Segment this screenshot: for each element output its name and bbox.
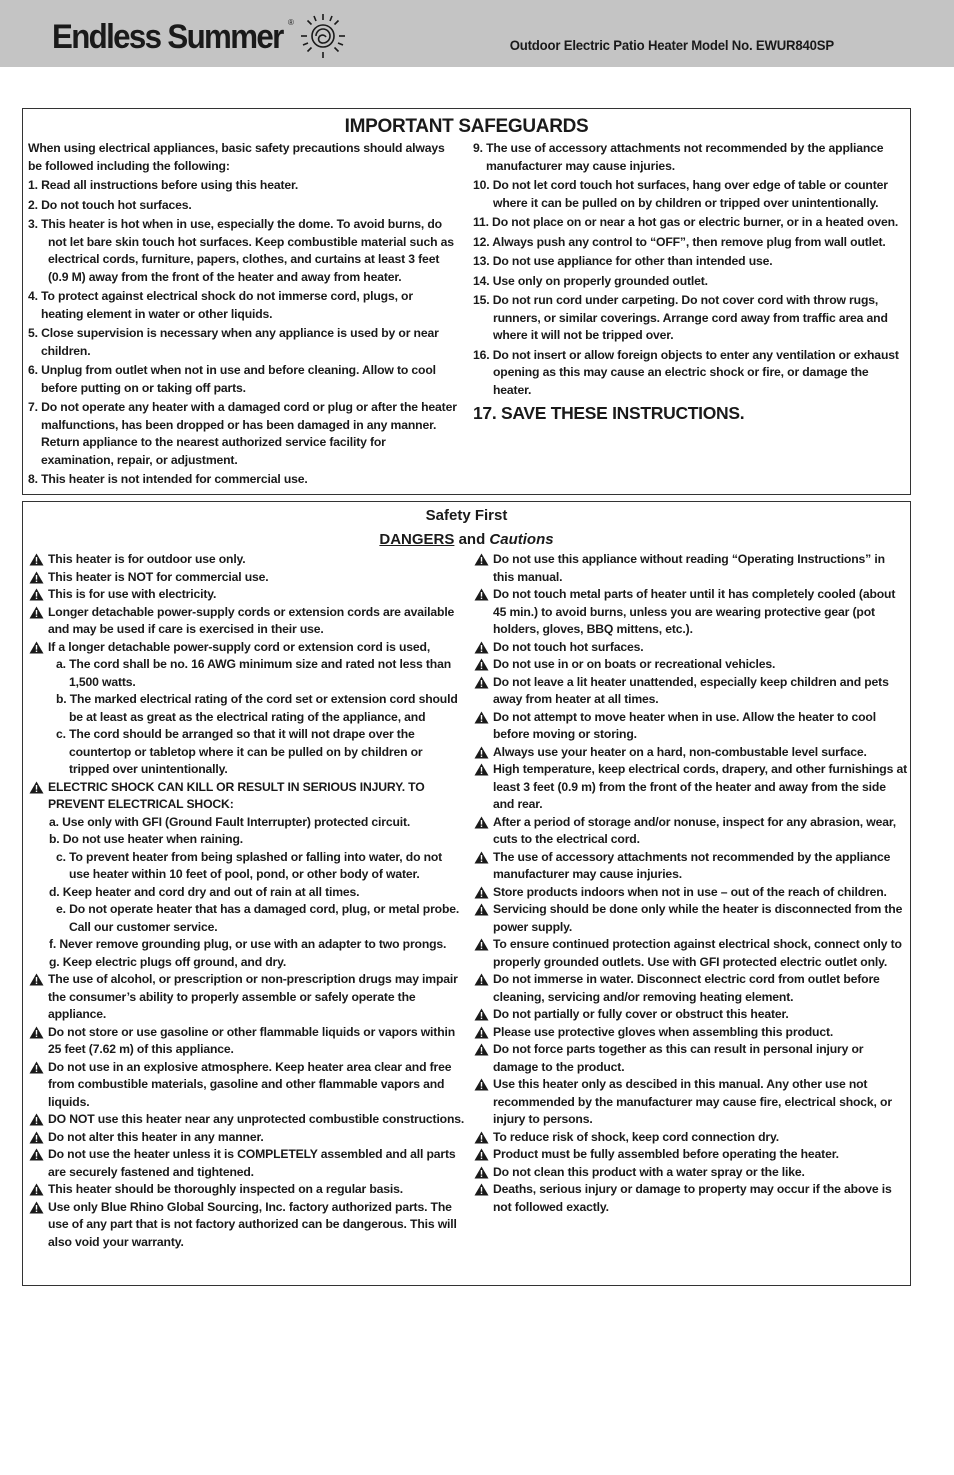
safeguards-right-column <box>473 140 907 425</box>
warning-item: Longer detachable power-supply cords or extension cords are available and may be used if care is exercised in their use. <box>29 604 465 639</box>
warning-icon <box>474 763 489 776</box>
caution-item: Do not use in or on boats or recreational vehicles. <box>474 656 908 674</box>
warning-item: Do not use the heater unless it is COMPLETELY assembled and all parts are securely fastened and tightened. <box>29 1146 465 1181</box>
safeguards-left-column <box>28 140 458 491</box>
and-label: and <box>458 531 486 548</box>
caution-item: Deaths, serious injury or damage to property may occur if the above is not followed exactly. <box>474 1181 908 1216</box>
warning-icon <box>474 973 489 986</box>
warning-icon <box>474 1026 489 1039</box>
dangers-cautions-heading <box>23 531 910 548</box>
safeguard-item: 15. Do not run cord under carpeting. Do not cover cord with throw rugs, runners, or similar coverings. Arrange cord away from traffic area and where it will not be tripped over. <box>473 293 888 342</box>
warning-icon <box>474 746 489 759</box>
warning-item: Do not store or use gasoline or other flammable liquids or vapors within 25 feet (7.62 m) of this appliance. <box>29 1024 465 1059</box>
caution-item: Servicing should be done only while the heater is disconnected from the power supply. <box>474 901 908 936</box>
warning-icon <box>29 1201 44 1214</box>
warning-item: This heater is NOT for commercial use. <box>29 569 465 587</box>
warning-icon <box>29 553 44 566</box>
warning-icon <box>474 938 489 951</box>
safeguard-item: 1. Read all instructions before using this heater. <box>28 178 299 192</box>
safety-left-column <box>29 551 465 1251</box>
important-safeguards-box <box>22 108 911 495</box>
warning-icon <box>29 571 44 584</box>
registered-mark: ® <box>288 18 294 27</box>
safeguard-item: 16. Do not insert or allow foreign objects to enter any ventilation or exhaust opening as this may cause an electric shock or fire, or damage the heater. <box>473 347 899 397</box>
dangers-label: DANGERS <box>379 531 455 548</box>
warning-icon <box>474 676 489 689</box>
warning-icon <box>29 973 44 986</box>
warning-icon <box>29 588 44 601</box>
caution-item: Do not partially or fully cover or obstruct this heater. <box>474 1006 908 1024</box>
safeguards-title: IMPORTANT SAFEGUARDS <box>344 116 589 137</box>
warning-icon <box>29 781 44 794</box>
warning-subitem: a. The cord shall be no. 16 AWG minimum size and rated not less than 1,500 watts. <box>56 657 452 689</box>
caution-item: To reduce risk of shock, keep cord connection dry. <box>474 1129 908 1147</box>
sun-icon <box>298 11 348 61</box>
header-band <box>0 0 954 67</box>
warning-icon <box>474 1043 489 1056</box>
warning-icon <box>29 1148 44 1161</box>
warning-item: ELECTRIC SHOCK CAN KILL OR RESULT IN SERIOUS INJURY. TO PREVENT ELECTRICAL SHOCK: <box>29 779 465 814</box>
warning-item: Do not alter this heater in any manner. <box>29 1129 465 1147</box>
warning-subitem: g. Keep electric plugs off ground, and dry. <box>49 954 287 969</box>
caution-item: To ensure continued protection against electrical shock, connect only to properly grounded outlets. Use with GFI protected electric outlet only. <box>474 936 908 971</box>
warning-item: The use of alcohol, or prescription or non-prescription drugs may impair the consumer’s ability to properly assemble or safely operate the appliance. <box>29 971 465 1024</box>
warning-icon <box>29 1026 44 1039</box>
warning-icon <box>474 886 489 899</box>
caution-item: Do not use this appliance without reading “Operating Instructions” in this manual. <box>474 551 908 586</box>
warning-item: DO NOT use this heater near any unprotected combustible constructions. <box>29 1111 465 1129</box>
safeguard-item: 11. Do not place on or near a hot gas or electric burner, or in a heated oven. <box>473 215 899 229</box>
safety-first-title: Safety First <box>425 507 508 524</box>
warning-icon <box>474 588 489 601</box>
warning-subitem: c. The cord should be arranged so that it will not drape over the countertop or tabletop where it can be pulled on by children or tripped over unintentionally. <box>56 727 423 776</box>
warning-icon <box>29 641 44 654</box>
warning-icon <box>474 1008 489 1021</box>
warning-icon <box>474 711 489 724</box>
model-title: Outdoor Electric Patio Heater Model No. EWUR840SP <box>509 37 834 53</box>
warning-subitem: c. To prevent heater from being splashed or falling into water, do not use heater within 10 feet of pool, pond, or other body of water. <box>56 849 443 881</box>
warning-subitem: f. Never remove grounding plug, or use with an adapter to two prongs. <box>49 937 447 951</box>
warning-icon <box>474 1166 489 1179</box>
warning-icon <box>474 641 489 654</box>
warning-subitem: b. Do not use heater when raining. <box>49 832 243 846</box>
caution-item: Do not leave a lit heater unattended, especially keep children and pets away from heater at all times. <box>474 674 908 709</box>
brand-logo <box>52 20 303 54</box>
safeguard-item: 7. Do not operate any heater with a damaged cord or plug or after the heater malfunctions, has been dropped or has been damaged in any manner. Return appliance to the nearest authorized service facility for examination, repair, or adjustment. <box>28 400 457 467</box>
warning-icon <box>474 553 489 566</box>
warning-item: This heater should be thoroughly inspected on a regular basis. <box>29 1181 465 1199</box>
caution-item: Do not touch hot surfaces. <box>474 639 908 657</box>
warning-icon <box>29 1061 44 1074</box>
warning-item: Use only Blue Rhino Global Sourcing, Inc. factory authorized parts. The use of any part that is not factory authorized can be dangerous. This will also void your warranty. <box>29 1199 465 1252</box>
safeguard-item: 14. Use only on properly grounded outlet. <box>473 273 708 288</box>
warning-item: If a longer detachable power-supply cord or extension cord is used, <box>29 639 465 657</box>
warning-item: This heater is for outdoor use only. <box>29 551 465 569</box>
safeguard-item: 12. Always push any control to “OFF”, then remove plug from wall outlet. <box>473 234 886 249</box>
safeguard-item: 9. The use of accessory attachments not recommended by the appliance manufacturer may cause injuries. <box>473 141 884 173</box>
caution-item: Please use protective gloves when assembling this product. <box>474 1024 908 1042</box>
warning-subitem: b. The marked electrical rating of the cord set or extension cord should be at least as great as the electrical rating of the appliance, and <box>56 692 458 724</box>
warning-item: Do not use in an explosive atmosphere. Keep heater area clear and free from combustible materials, gasoline and other flammable vapors and liquids. <box>29 1059 465 1112</box>
warning-icon <box>474 1183 489 1196</box>
warning-icon <box>474 1078 489 1091</box>
safety-right-column <box>474 551 908 1216</box>
caution-item: Do not attempt to move heater when in use. Allow the heater to cool before moving or storing. <box>474 709 908 744</box>
safeguard-item: 6. Unplug from outlet when not in use and before cleaning. Allow to cool before putting on or taking off parts. <box>28 363 436 395</box>
warning-subitem: a. Use only with GFI (Ground Fault Interrupter) protected circuit. <box>49 814 411 829</box>
caution-item: High temperature, keep electrical cords, drapery, and other furnishings at least 3 feet (0.9 m) from the front of the heater and away from the side and rear. <box>474 761 908 814</box>
warning-icon <box>29 1131 44 1144</box>
warning-icon <box>474 658 489 671</box>
caution-item: Do not touch metal parts of heater until it has completely cooled (about 45 min.) to avoid burns, unless you are wearing protective gear (pot holders, gloves, BBQ mittens, etc.). <box>474 586 908 639</box>
warning-subitem: e. Do not operate heater that has a damaged cord, plug, or metal probe. Call our customer service. <box>56 902 460 934</box>
safety-first-box <box>22 501 911 1286</box>
safeguard-item: 3. This heater is hot when in use, especially the dome. To avoid burns, do not let bare skin touch hot surfaces. Keep combustible material such as electrical cords, furniture, papers, clothes, and curtains at least 3 feet (0.9 M) away from the front of the heater and away from heater. <box>28 217 454 284</box>
cautions-label: Cautions <box>489 531 554 548</box>
caution-item: Do not force parts together as this can result in personal injury or damage to the product. <box>474 1041 908 1076</box>
safeguard-item: 4. To protect against electrical shock do not immerse cord, plugs, or heating element in water or other liquids. <box>28 289 413 321</box>
safeguard-item: 13. Do not use appliance for other than intended use. <box>473 254 773 268</box>
warning-icon <box>29 1183 44 1196</box>
warning-icon <box>474 1131 489 1144</box>
safeguard-item: 8. This heater is not intended for commercial use. <box>28 472 308 486</box>
warning-subitem: d. Keep heater and cord dry and out of rain at all times. <box>49 884 360 899</box>
warning-item: This is for use with electricity. <box>29 586 465 604</box>
caution-item: Do not immerse in water. Disconnect electric cord from outlet before cleaning, servicing and/or removing heating element. <box>474 971 908 1006</box>
warning-icon <box>474 816 489 829</box>
warning-icon <box>474 903 489 916</box>
warning-icon <box>474 1148 489 1161</box>
caution-item: Use this heater only as descibed in this manual. Any other use not recommended by the manufacturer may cause fire, electrical shock, or injury to persons. <box>474 1076 908 1129</box>
caution-item: The use of accessory attachments not recommended by the appliance manufacturer may cause injuries. <box>474 849 908 884</box>
save-instructions: 17. SAVE THESE INSTRUCTIONS. <box>473 403 745 423</box>
caution-item: Store products indoors when not in use – out of the reach of children. <box>474 884 908 902</box>
caution-item: After a period of storage and/or nonuse, inspect for any abrasion, wear, cuts to the electrical cord. <box>474 814 908 849</box>
brand-name: Endless Summer <box>52 18 283 56</box>
warning-icon <box>29 1113 44 1126</box>
safeguard-item: 10. Do not let cord touch hot surfaces, hang over edge of table or counter where it can be pulled on by children or tripped over unintentionally. <box>473 178 888 210</box>
warning-icon <box>474 851 489 864</box>
caution-item: Product must be fully assembled before operating the heater. <box>474 1146 908 1164</box>
safeguards-intro: When using electrical appliances, basic safety precautions should always be followed including the following: <box>28 141 445 173</box>
safeguard-item: 2. Do not touch hot surfaces. <box>28 197 192 212</box>
warning-icon <box>29 606 44 619</box>
safeguard-item: 5. Close supervision is necessary when any appliance is used by or near children. <box>28 326 439 358</box>
caution-item: Do not clean this product with a water spray or the like. <box>474 1164 908 1182</box>
caution-item: Always use your heater on a hard, non-combustable level surface. <box>474 744 908 762</box>
